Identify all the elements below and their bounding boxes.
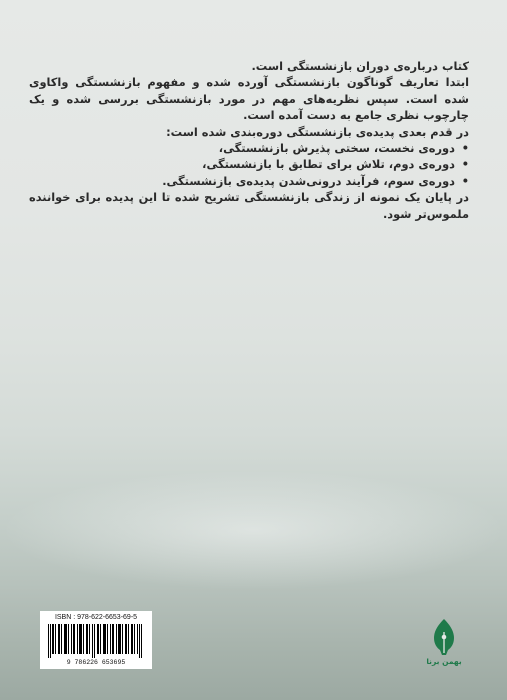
blurb-conclusion: در پایان یک نمونه از زندگی بازنشستگی تشریح شده تا این پدیده برای خواننده ملموس‌تر شود. (29, 190, 469, 221)
blurb-periods-intro: در قدم بعدی پدیده‌ی بازنشستگی دوره‌بندی شده است: (166, 124, 469, 139)
period-item-3-text: دوره‌ی سوم، فرآیند درونی‌شدن پدیده‌ی بازنشستگی. (162, 173, 455, 188)
period-list (29, 140, 469, 189)
bullet-icon: • (461, 173, 469, 188)
period-item-3 (29, 173, 469, 189)
publisher-logo (424, 618, 464, 674)
publisher-name: بهمن برنا (426, 657, 462, 666)
period-item-1-text: دوره‌ی نخست، سختی پذیرش بازنشستگی، (218, 141, 455, 156)
period-item-2-text: دوره‌ی دوم، تلاش برای تطابق با بازنشستگی، (202, 157, 455, 172)
bullet-icon: • (461, 157, 469, 172)
barcode-icon (48, 624, 144, 658)
period-item-2 (29, 156, 469, 172)
blurb-definitions-paragraph: ابتدا تعاریف گوناگون بازنشستگی آورده شده و مفهوم بازنشستگی واکاوی شده است. سپس نظریه‌های مهم در مورد بازنشستگی بررسی شده و یک چارچوب نظری جامع به دست آمده است. (29, 75, 469, 123)
blurb-text (29, 58, 469, 222)
blurb-intro: کتاب درباره‌ی دوران بازنشستگی است. (251, 59, 469, 73)
isbn-label: ISBN : 978-622-6653-69-5 (54, 614, 138, 621)
background-haze (0, 470, 507, 590)
period-item-1 (29, 140, 469, 156)
isbn-barcode-sticker (40, 611, 152, 669)
bullet-icon: • (461, 141, 469, 156)
barcode-number: 9 786226 653695 (66, 659, 126, 666)
pen-nib-icon (433, 618, 455, 656)
